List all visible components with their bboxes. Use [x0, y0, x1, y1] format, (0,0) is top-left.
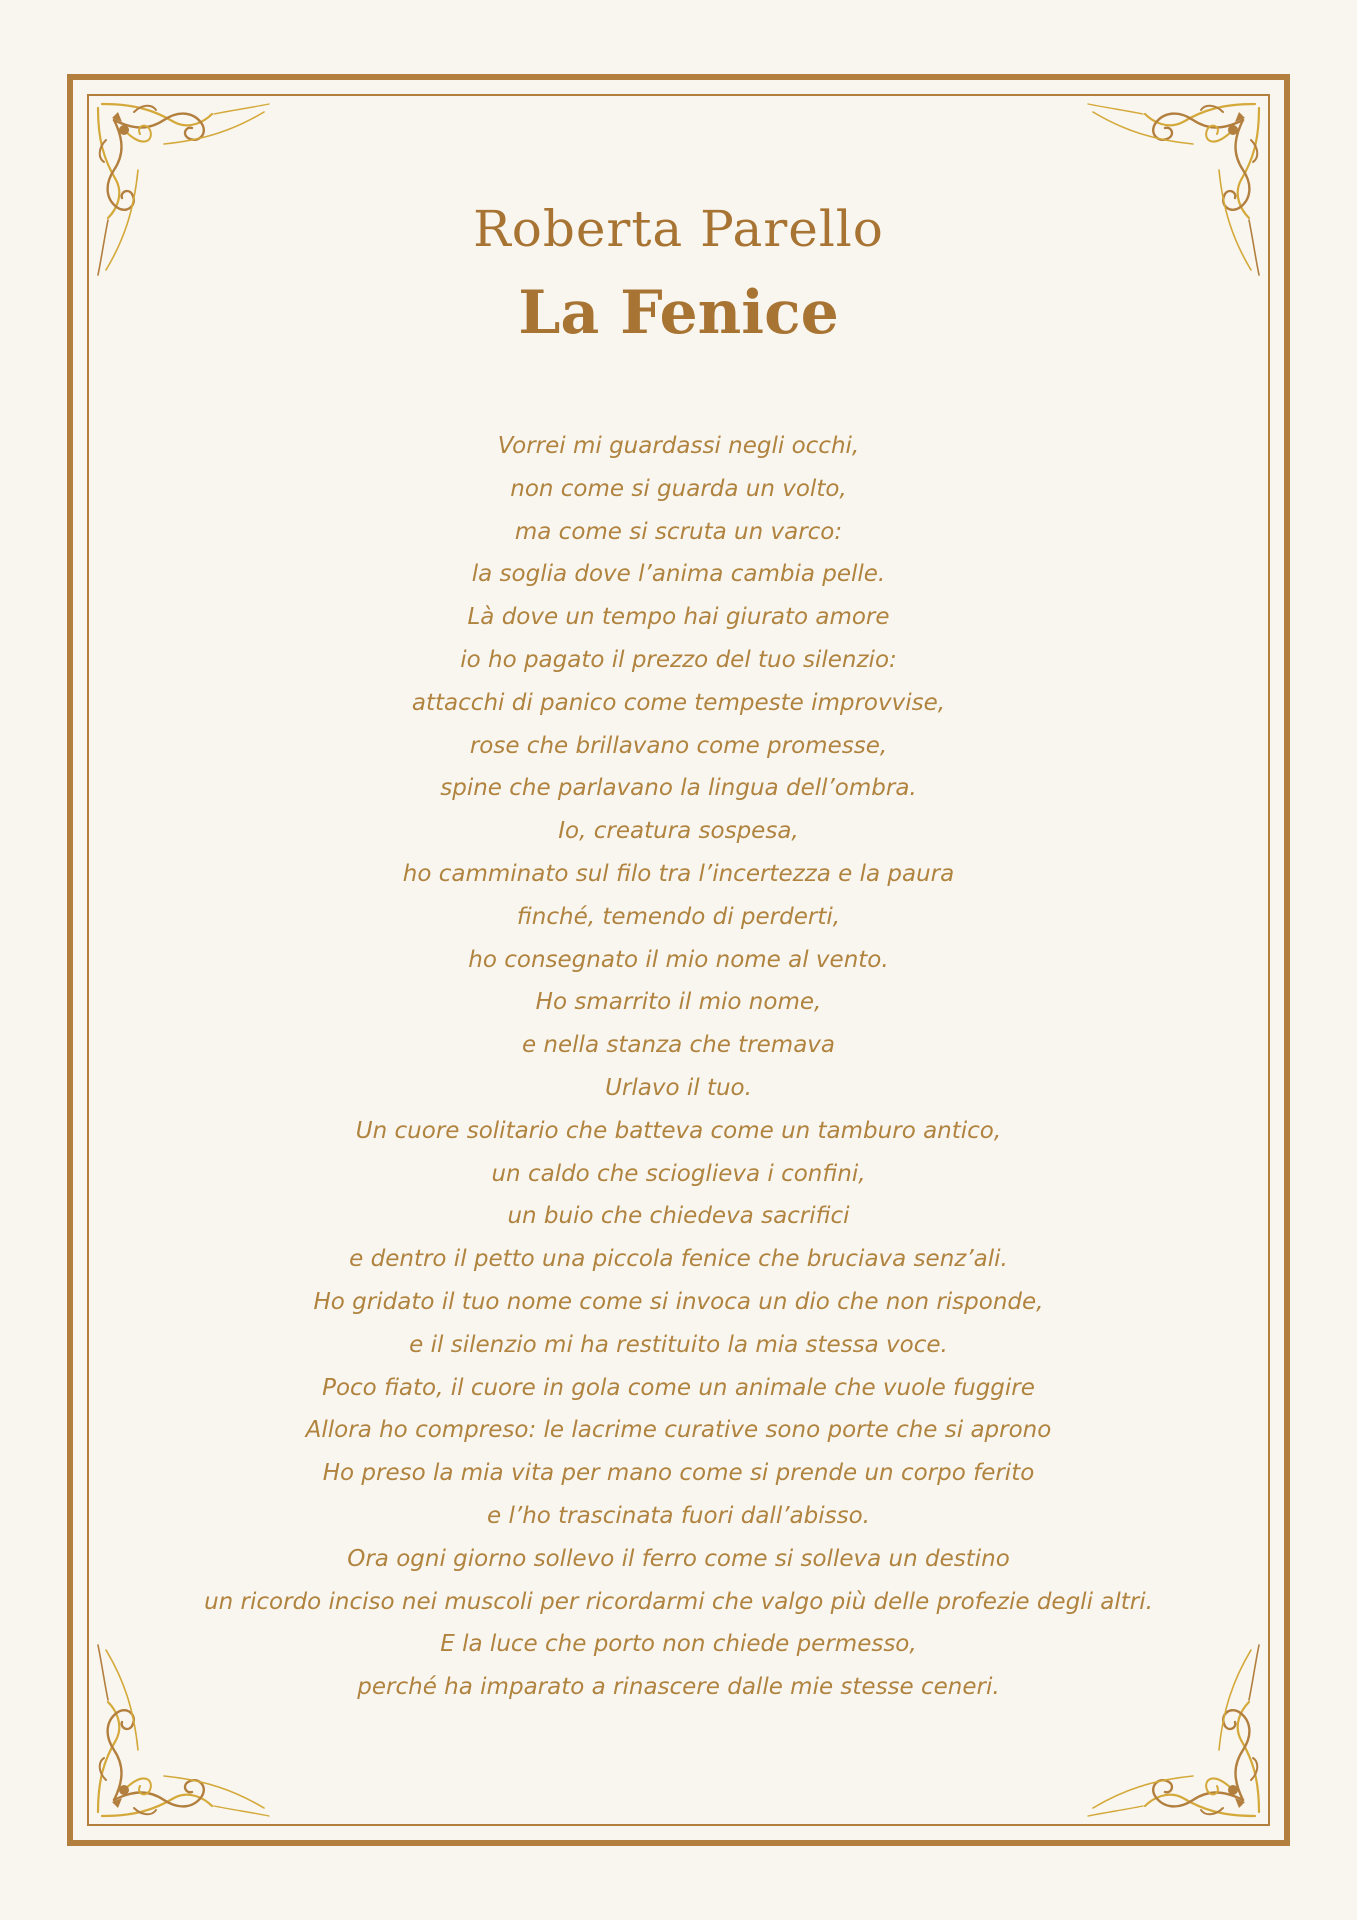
poem-line: Là dove un tempo hai giurato amore [467, 604, 890, 631]
poem-line: e l’ho trascinata fuori dall’abisso. [487, 1502, 870, 1529]
poem-line: non come si guarda un volto, [510, 475, 847, 502]
poem-line: un buio che chiedeva sacrifici [507, 1203, 850, 1230]
poem-line: perché ha imparato a rinascere dalle mie stesse ceneri. [357, 1674, 1000, 1701]
author-name: Roberta Parello [473, 200, 884, 258]
poem-line: Ho preso la mia vita per mano come si prende un corpo ferito [322, 1460, 1035, 1487]
poem-line: Urlavo il tuo. [605, 1074, 752, 1101]
poem-line: Io, creatura sospesa, [558, 818, 799, 845]
poem-line: un caldo che scioglieva i confini, [491, 1160, 866, 1187]
poem-line: Ora ogni giorno sollevo il ferro come si solleva un destino [347, 1545, 1010, 1572]
poem-line: Un cuore solitario che batteva come un tamburo antico, [355, 1117, 1002, 1144]
poem-line: rose che brillavano come promesse, [469, 732, 888, 759]
poem-line: un ricordo inciso nei muscoli per ricordarmi che valgo più delle profezie degli altri. [204, 1588, 1153, 1615]
poem-body [150, 425, 1207, 1709]
poem-line: ma come si scruta un varco: [514, 518, 843, 545]
poem-title: La Fenice [518, 278, 839, 348]
poem-line: finché, temendo di perderti, [516, 903, 841, 930]
poem-line: e il silenzio mi ha restituito la mia stessa voce. [409, 1331, 948, 1358]
poem-line: spine che parlavano la lingua dell’ombra. [440, 775, 917, 802]
poem-line: io ho pagato il prezzo del tuo silenzio: [460, 646, 897, 673]
poem-line: Ho gridato il tuo nome come si invoca un dio che non risponde, [313, 1288, 1044, 1315]
poem-line: E la luce che porto non chiede permesso, [440, 1631, 917, 1658]
poem-line: e dentro il petto una piccola fenice che bruciava senz’ali. [349, 1246, 1008, 1273]
poem-line: ho camminato sul filo tra l’incertezza e la paura [402, 860, 955, 887]
poem-line: e nella stanza che tremava [521, 1032, 836, 1059]
poem-line: Poco fiato, il cuore in gola come un animale che vuole fuggire [322, 1374, 1035, 1401]
poem-line: ho consegnato il mio nome al vento. [468, 946, 889, 973]
poem-line: Ho smarrito il mio nome, [535, 989, 822, 1016]
poem-line: Allora ho compreso: le lacrime curative sono porte che si aprono [305, 1417, 1052, 1444]
poem-line: attacchi di panico come tempeste improvvise, [411, 689, 946, 716]
poem-line: Vorrei mi guardassi negli occhi, [497, 433, 860, 459]
poem-line: la soglia dove l’anima cambia pelle. [471, 561, 886, 588]
